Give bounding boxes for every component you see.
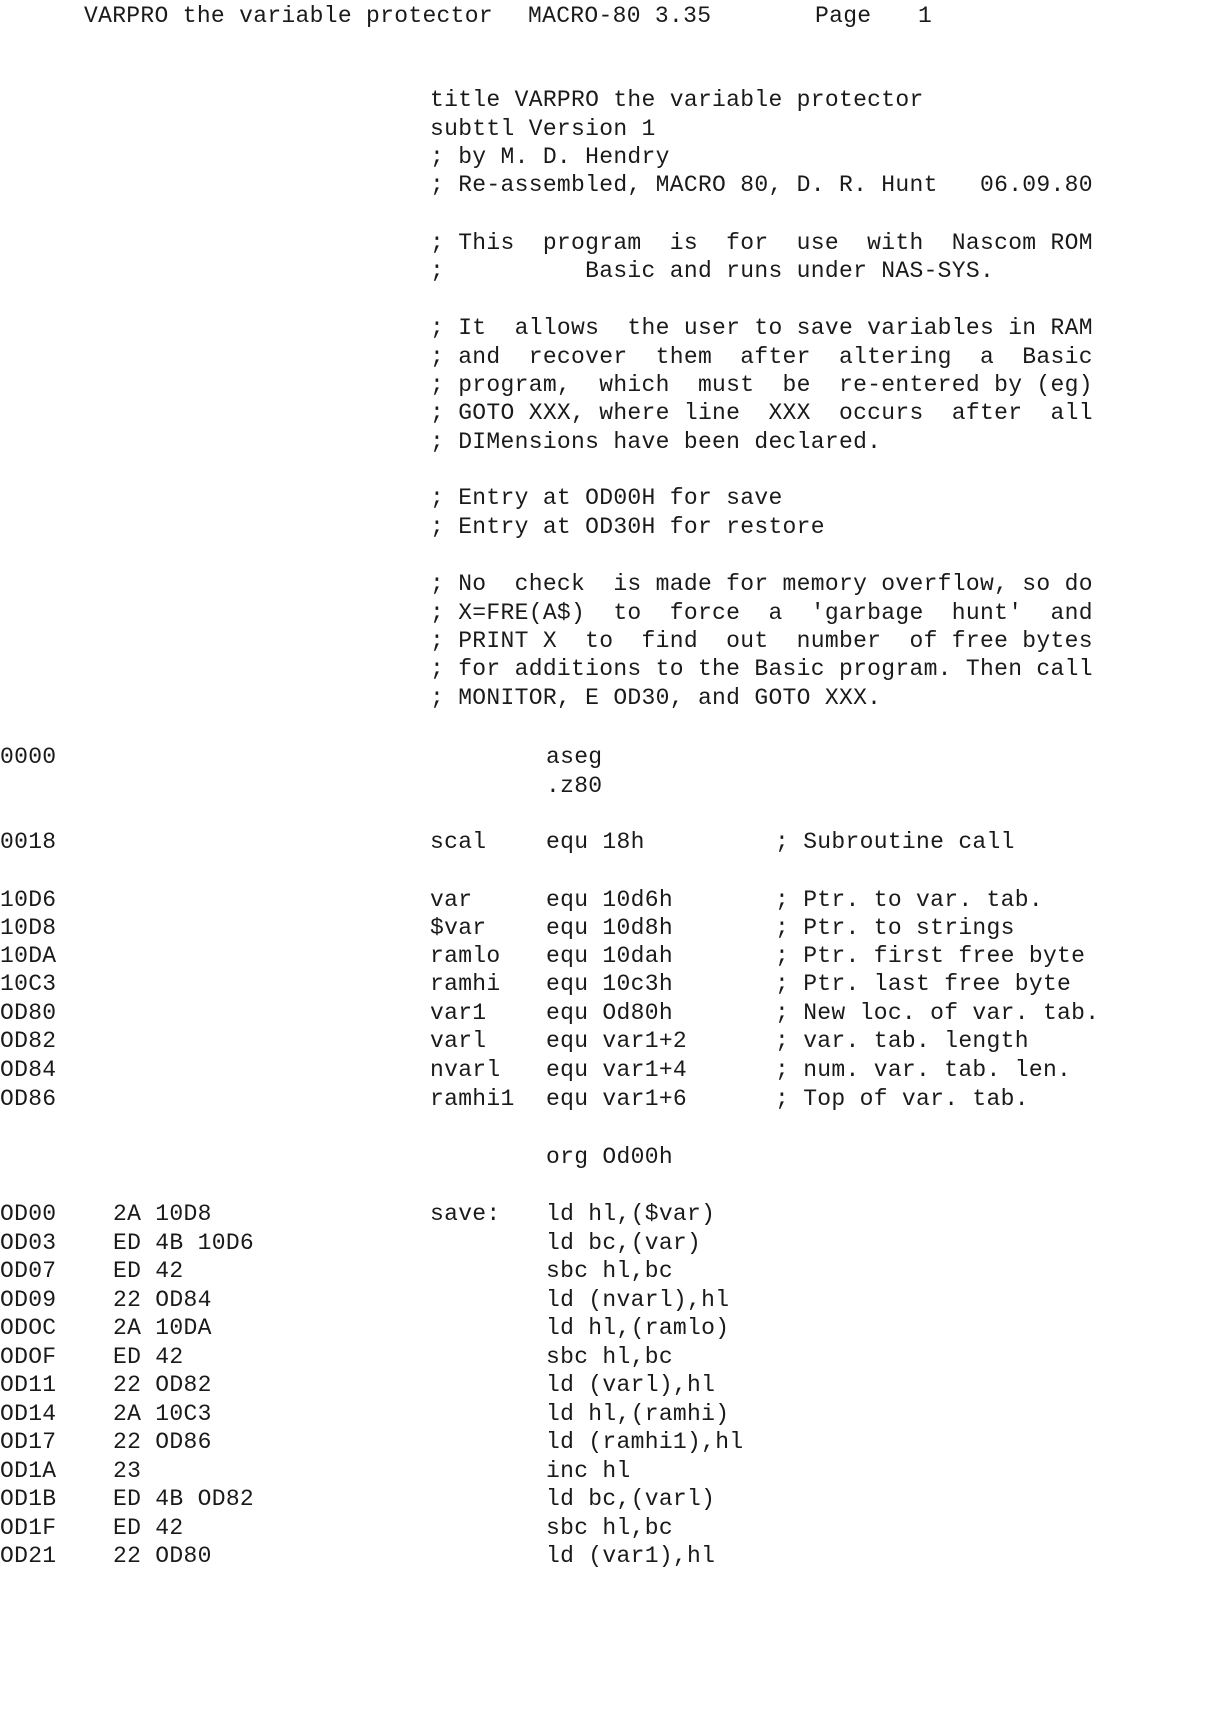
comment-cell: ; Ptr. first free byte [775, 943, 1086, 969]
object-code-cell: 22 OD86 [113, 1429, 212, 1455]
instruction-cell: ld (ramhi1),hl [546, 1429, 744, 1455]
instruction-cell: ld hl,(ramhi) [546, 1401, 730, 1427]
label-cell: nvarl [430, 1057, 501, 1083]
listing-title: VARPRO the variable protector [84, 3, 493, 29]
instruction-cell: ld bc,(varl) [546, 1486, 716, 1512]
label-cell: $var [430, 915, 487, 941]
instruction-cell: equ 10dah [546, 943, 673, 969]
label-cell: ramhi1 [430, 1086, 515, 1112]
label-cell: ramlo [430, 943, 501, 969]
entry-comment-line: ; Entry at OD30H for restore [430, 514, 825, 540]
description-comment-line: ; It allows the user to save variables in RAM [430, 315, 1093, 341]
description-comment-line: ; DIMensions have been declared. [430, 429, 882, 455]
object-code-cell: 22 OD82 [113, 1372, 212, 1398]
address-cell: OD07 [0, 1258, 57, 1284]
intro-comment-line: ; Basic and runs under NAS-SYS. [430, 258, 995, 284]
comment-cell: ; Ptr. to strings [775, 915, 1015, 941]
address-cell: OD17 [0, 1429, 57, 1455]
object-code-cell: ED 4B 10D6 [113, 1230, 255, 1256]
instruction-cell: aseg [546, 744, 603, 770]
comment-cell: ; var. tab. length [775, 1028, 1029, 1054]
comment-cell: ; num. var. tab. len. [775, 1057, 1072, 1083]
check-comment-line: ; X=FRE(A$) to force a 'garbage hunt' and [430, 600, 1093, 626]
address-cell: 10D8 [0, 915, 57, 941]
address-cell: 10C3 [0, 971, 57, 997]
instruction-cell: inc hl [546, 1458, 631, 1484]
instruction-cell: equ 10d8h [546, 915, 673, 941]
object-code-cell: 22 OD84 [113, 1287, 212, 1313]
address-cell: 0018 [0, 829, 57, 855]
address-cell: OD84 [0, 1057, 57, 1083]
page-number: 1 [918, 3, 933, 29]
assembler-version: MACRO-80 3.35 [528, 3, 712, 29]
address-cell: 10D6 [0, 887, 57, 913]
instruction-cell: ld (varl),hl [546, 1372, 716, 1398]
address-cell: 10DA [0, 943, 57, 969]
description-comment-line: ; and recover them after altering a Basic [430, 344, 1093, 370]
address-cell: OD86 [0, 1086, 57, 1112]
instruction-cell: ld (var1),hl [546, 1543, 716, 1569]
address-cell: OD82 [0, 1028, 57, 1054]
object-code-cell: 2A 10DA [113, 1315, 212, 1341]
page-label: Page [815, 3, 872, 29]
instruction-cell: equ 10d6h [546, 887, 673, 913]
object-code-cell: 2A 10D8 [113, 1201, 212, 1227]
instruction-cell: equ Od80h [546, 1000, 673, 1026]
comment-cell: ; Ptr. to var. tab. [775, 887, 1043, 913]
comment-cell: ; Ptr. last free byte [775, 971, 1072, 997]
instruction-cell: equ 18h [546, 829, 645, 855]
address-cell: OD21 [0, 1543, 57, 1569]
address-cell: 0000 [0, 744, 57, 770]
entry-comment-line: ; Entry at OD00H for save [430, 485, 783, 511]
label-cell: scal [430, 829, 487, 855]
object-code-cell: 23 [113, 1458, 142, 1484]
source-title-line: title VARPRO the variable protector [430, 87, 924, 113]
object-code-cell: 2A 10C3 [113, 1401, 212, 1427]
comment-cell: ; Subroutine call [775, 829, 1015, 855]
check-comment-line: ; MONITOR, E OD30, and GOTO XXX. [430, 685, 882, 711]
check-comment-line: ; PRINT X to find out number of free bytes [430, 628, 1093, 654]
address-cell: OD11 [0, 1372, 57, 1398]
address-cell: OD1F [0, 1515, 57, 1541]
description-comment-line: ; GOTO XXX, where line XXX occurs after all [430, 400, 1093, 426]
address-cell: ODOC [0, 1315, 57, 1341]
author-line: ; by M. D. Hendry [430, 144, 670, 170]
reassembled-line: ; Re-assembled, MACRO 80, D. R. Hunt 06.09.80 [430, 172, 1093, 198]
instruction-cell: sbc hl,bc [546, 1258, 673, 1284]
object-code-cell: ED 42 [113, 1344, 184, 1370]
address-cell: OD1B [0, 1486, 57, 1512]
instruction-cell: ld hl,(ramlo) [546, 1315, 730, 1341]
address-cell: OD00 [0, 1201, 57, 1227]
instruction-cell: sbc hl,bc [546, 1344, 673, 1370]
instruction-cell: org Od00h [546, 1144, 673, 1170]
address-cell: OD1A [0, 1458, 57, 1484]
instruction-cell: ld (nvarl),hl [546, 1287, 730, 1313]
instruction-cell: sbc hl,bc [546, 1515, 673, 1541]
object-code-cell: ED 4B OD82 [113, 1486, 255, 1512]
address-cell: OD80 [0, 1000, 57, 1026]
address-cell: OD14 [0, 1401, 57, 1427]
object-code-cell: ED 42 [113, 1258, 184, 1284]
comment-cell: ; New loc. of var. tab. [775, 1000, 1100, 1026]
address-cell: OD03 [0, 1230, 57, 1256]
check-comment-line: ; No check is made for memory overflow, so do [430, 571, 1093, 597]
label-cell: ramhi [430, 971, 501, 997]
address-cell: OD09 [0, 1287, 57, 1313]
label-cell: varl [430, 1028, 487, 1054]
instruction-cell: equ 10c3h [546, 971, 673, 997]
description-comment-line: ; program, which must be re-entered by (eg) [430, 372, 1093, 398]
label-cell: var [430, 887, 473, 913]
source-subtitle-line: subttl Version 1 [430, 116, 656, 142]
object-code-cell: ED 42 [113, 1515, 184, 1541]
instruction-cell: ld hl,($var) [546, 1201, 716, 1227]
intro-comment-line: ; This program is for use with Nascom ROM [430, 230, 1093, 256]
label-cell: save: [430, 1201, 501, 1227]
instruction-cell: .z80 [546, 773, 603, 799]
instruction-cell: equ var1+4 [546, 1057, 688, 1083]
address-cell: ODOF [0, 1344, 57, 1370]
label-cell: var1 [430, 1000, 487, 1026]
check-comment-line: ; for additions to the Basic program. Then call [430, 656, 1093, 682]
instruction-cell: equ var1+6 [546, 1086, 688, 1112]
instruction-cell: equ var1+2 [546, 1028, 688, 1054]
comment-cell: ; Top of var. tab. [775, 1086, 1029, 1112]
object-code-cell: 22 OD80 [113, 1543, 212, 1569]
instruction-cell: ld bc,(var) [546, 1230, 702, 1256]
